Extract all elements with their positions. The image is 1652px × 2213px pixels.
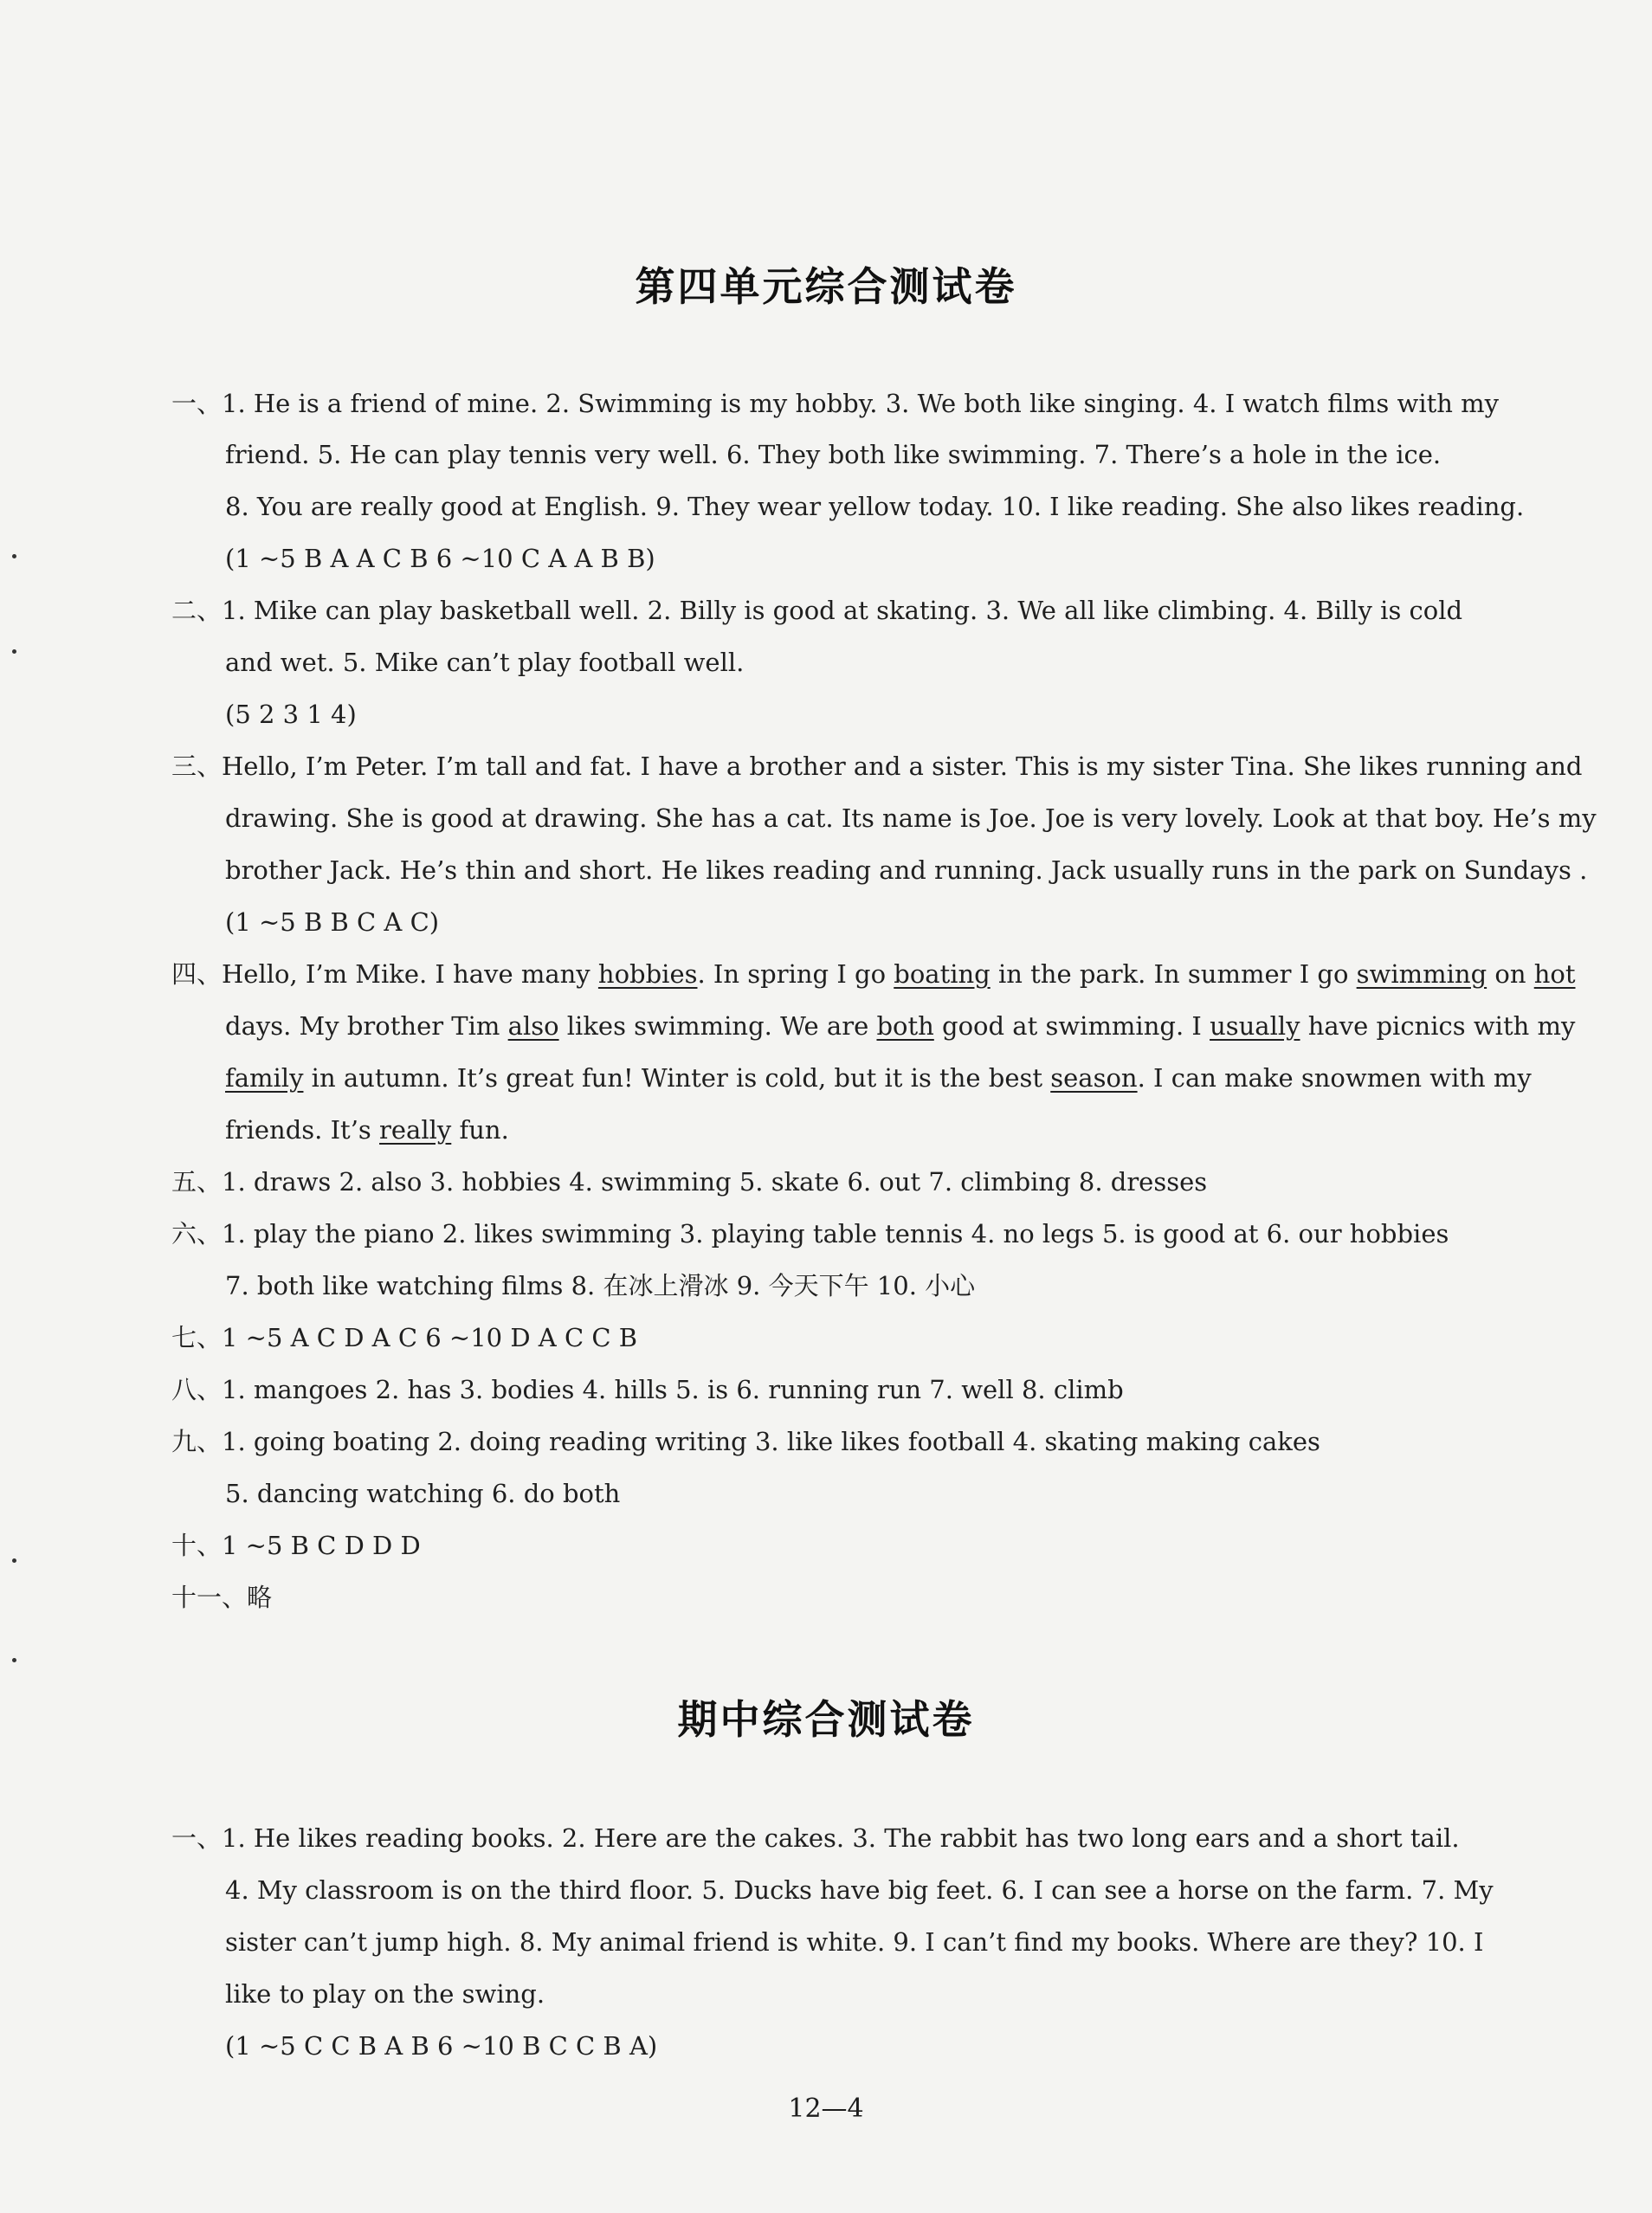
text: 四、Hello, I’m Mike. I have many bbox=[171, 959, 598, 989]
answer-line: brother Jack. He’s thin and short. He likes reading and running. Jack usually runs in the park on Sundays . bbox=[225, 855, 1588, 885]
text: days. My brother Tim bbox=[225, 1011, 508, 1041]
text: . In spring I go bbox=[697, 959, 894, 989]
answer-line: like to play on the swing. bbox=[225, 1979, 545, 2009]
answer-line: (1 ~5 B A A C B 6 ~10 C A A B B) bbox=[225, 544, 655, 573]
margin-mark bbox=[12, 554, 16, 558]
answer-line-underlined bbox=[225, 1009, 1575, 1043]
answer-line: 4. My classroom is on the third floor. 5. Ducks have big feet. 6. I can see a horse on the farm. 7. My bbox=[225, 1875, 1494, 1905]
answer-line: friend. 5. He can play tennis very well. 6. They both like swimming. 7. There’s a hole in the ice. bbox=[225, 440, 1442, 469]
answer-line: 5. dancing watching 6. do both bbox=[225, 1479, 621, 1508]
underlined-word: really bbox=[379, 1115, 452, 1145]
answer-line: (5 2 3 1 4) bbox=[225, 700, 357, 729]
underlined-word: season bbox=[1050, 1063, 1138, 1093]
answer-line: 一、1. He likes reading books. 2. Here are the cakes. 3. The rabbit has two long ears and a short tail. bbox=[171, 1823, 1460, 1853]
section-title-unit4: 第四单元综合测试卷 bbox=[635, 263, 1017, 310]
answer-line: (1 ~5 C C B A B 6 ~10 B C C B A) bbox=[225, 2031, 658, 2061]
text: likes swimming. We are bbox=[558, 1011, 877, 1041]
underlined-word: both bbox=[876, 1011, 934, 1041]
answer-line: 8. You are really good at English. 9. They wear yellow today. 10. I like reading. She also likes reading. bbox=[225, 492, 1525, 521]
answer-line: 二、1. Mike can play basketball well. 2. Billy is good at skating. 3. We all like climbing. 4. Billy is cold bbox=[171, 596, 1463, 625]
text: . I can make snowmen with my bbox=[1137, 1063, 1532, 1093]
underlined-word: family bbox=[225, 1063, 304, 1093]
text: friends. It’s bbox=[225, 1115, 380, 1145]
answer-line: 十一、略 bbox=[171, 1583, 273, 1612]
text: in the park. In summer I go bbox=[990, 959, 1357, 989]
answer-line: drawing. She is good at drawing. She has a cat. Its name is Joe. Joe is very lovely. Look at that boy. He’s my bbox=[225, 803, 1597, 833]
answer-line: 三、Hello, I’m Peter. I’m tall and fat. I have a brother and a sister. This is my sister Tina. She likes running and bbox=[171, 752, 1583, 781]
answer-line: 九、1. going boating 2. doing reading writing 3. like likes football 4. skating making cakes bbox=[171, 1427, 1320, 1456]
page-number: 12—4 bbox=[788, 2094, 864, 2124]
answer-line: 七、1 ~5 A C D A C 6 ~10 D A C C B bbox=[171, 1323, 638, 1352]
answer-line: 六、1. play the piano 2. likes swimming 3. playing table tennis 4. no legs 5. is good at 6. our hobbies bbox=[171, 1219, 1449, 1248]
answer-line: 十、1 ~5 B C D D D bbox=[171, 1531, 421, 1560]
text: fun. bbox=[451, 1115, 509, 1145]
underlined-word: boating bbox=[894, 959, 991, 989]
margin-mark bbox=[12, 649, 16, 654]
answer-line: sister can’t jump high. 8. My animal friend is white. 9. I can’t find my books. Where are they? 10. I bbox=[225, 1927, 1484, 1957]
answer-line-underlined bbox=[225, 1061, 1532, 1095]
section-title-midterm: 期中综合测试卷 bbox=[677, 1696, 975, 1743]
answer-line: 7. both like watching films 8. 在冰上滑冰 9. 今天下午 10. 小心 bbox=[225, 1271, 976, 1300]
answer-line: 五、1. draws 2. also 3. hobbies 4. swimming 5. skate 6. out 7. climbing 8. dresses bbox=[171, 1167, 1208, 1197]
underlined-word: also bbox=[507, 1011, 559, 1041]
margin-mark bbox=[12, 1558, 16, 1563]
underlined-word: usually bbox=[1210, 1011, 1300, 1041]
text: have picnics with my bbox=[1300, 1011, 1576, 1041]
text: on bbox=[1487, 959, 1534, 989]
underlined-word: hobbies bbox=[597, 959, 698, 989]
underlined-word: hot bbox=[1533, 959, 1576, 989]
answer-line-underlined bbox=[171, 957, 1576, 991]
margin-mark bbox=[12, 1658, 16, 1662]
underlined-word: swimming bbox=[1356, 959, 1487, 989]
answer-line: 一、1. He is a friend of mine. 2. Swimming is my hobby. 3. We both like singing. 4. I watch films with my bbox=[171, 389, 1500, 418]
answer-line: (1 ~5 B B C A C) bbox=[225, 907, 440, 937]
text: good at swimming. I bbox=[933, 1011, 1210, 1041]
text: in autumn. It’s great fun! Winter is cold, but it is the best bbox=[303, 1063, 1051, 1093]
answer-line-underlined bbox=[225, 1113, 509, 1147]
answer-line: and wet. 5. Mike can’t play football well. bbox=[225, 648, 745, 677]
answer-line: 八、1. mangoes 2. has 3. bodies 4. hills 5. is 6. running run 7. well 8. climb bbox=[171, 1375, 1124, 1404]
